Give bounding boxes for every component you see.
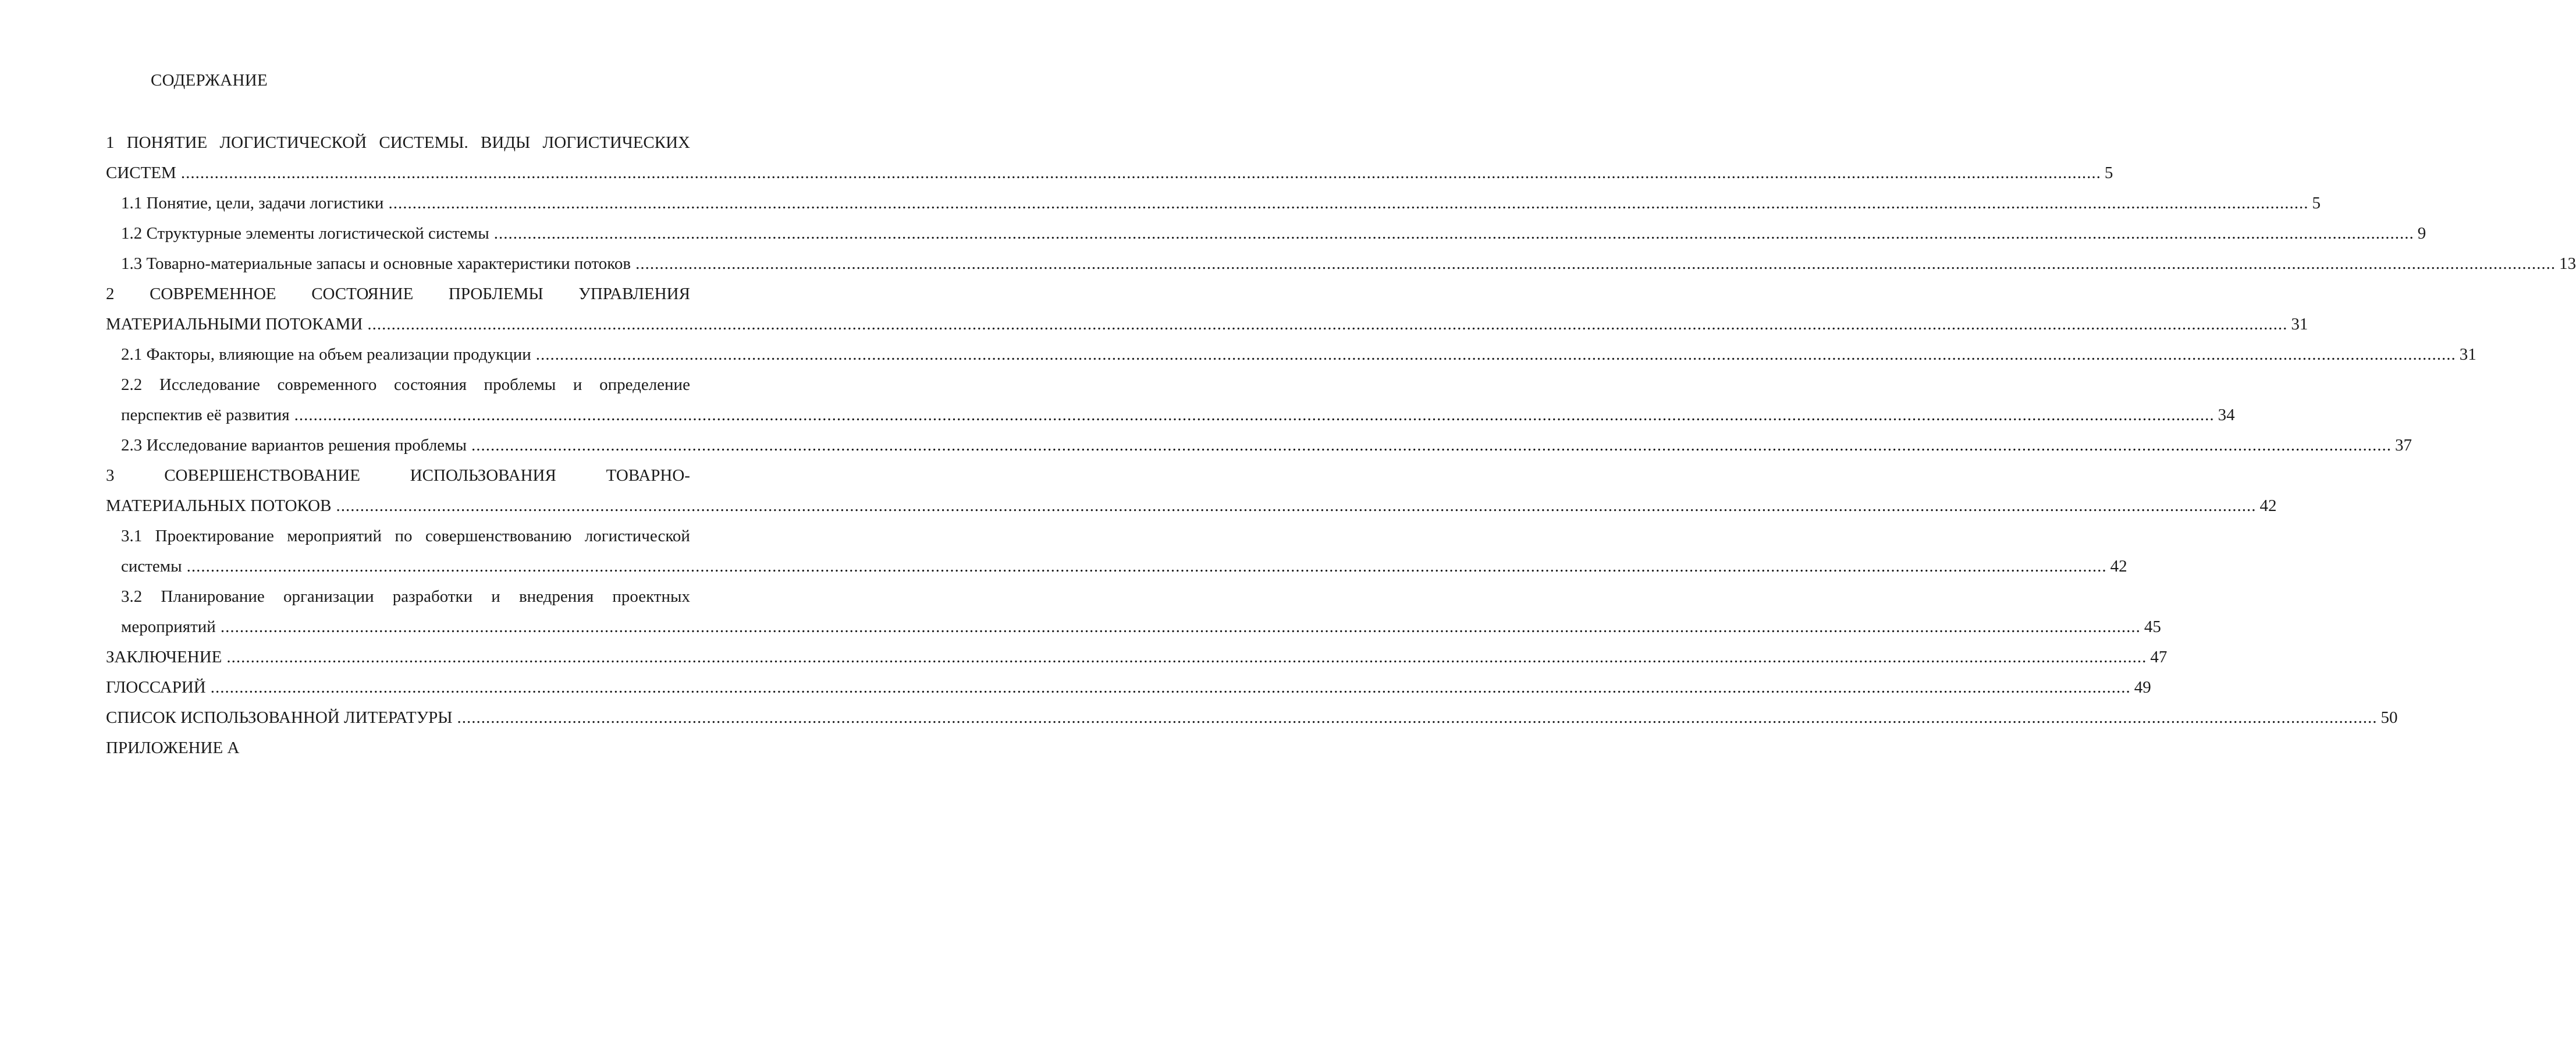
toc-word: современного	[277, 375, 377, 394]
toc-entry-label: 1.1 Понятие, цели, задачи логистики	[121, 194, 384, 212]
toc-word: Проектирование	[155, 527, 274, 545]
toc-page-number: 50	[2380, 708, 2398, 727]
dot-leader: ................................................................................................................................................................................................................................................................................................................................................................................................................	[220, 618, 2141, 636]
toc-entry-last-line	[121, 339, 2476, 370]
toc-entry	[106, 581, 2161, 642]
toc-entry-label: МАТЕРИАЛЬНЫМИ ПОТОКАМИ	[106, 315, 363, 333]
toc-entry-last-line	[106, 672, 2151, 702]
toc-entry-label: МАТЕРИАЛЬНЫХ ПОТОКОВ	[106, 496, 332, 515]
toc-word: Планирование	[161, 587, 265, 606]
toc-word: ЛОГИСТИЧЕСКИХ	[542, 133, 690, 152]
toc-word: СОСТОЯНИЕ	[311, 285, 414, 303]
toc-entry	[106, 249, 2576, 279]
toc-entry-label: мероприятий	[121, 618, 216, 636]
toc-entry-label: ПРИЛОЖЕНИЕ А	[106, 739, 240, 757]
dot-leader: ................................................................................................................................................................................................................................................................................................................................................................................................................	[336, 496, 2257, 515]
toc-entry	[106, 370, 2235, 430]
toc-entry	[106, 733, 690, 763]
toc-word: совершенствованию	[425, 527, 572, 545]
toc-page-number: 37	[2395, 436, 2412, 455]
toc-entry-line	[106, 460, 690, 491]
toc-word: проектных	[612, 587, 690, 606]
dot-leader: ................................................................................................................................................................................................................................................................................................................................................................................................................	[635, 254, 2556, 273]
toc-word: СОВЕРШЕНСТВОВАНИЕ	[164, 466, 361, 485]
toc-page-number: 34	[2218, 406, 2235, 424]
toc-entry	[106, 642, 2168, 672]
toc-word: и	[573, 375, 582, 394]
toc-word: ИСПОЛЬЗОВАНИЯ	[410, 466, 556, 485]
toc-entry-last-line	[121, 430, 2412, 460]
toc-entry-line	[121, 521, 690, 551]
toc-entry-last-line	[121, 218, 2426, 249]
toc-entry-last-line	[121, 400, 2235, 430]
dot-leader: ................................................................................................................................................................................................................................................................................................................................................................................................................	[471, 436, 2392, 455]
dot-leader: ................................................................................................................................................................................................................................................................................................................................................................................................................	[493, 224, 2414, 243]
toc-word: СИСТЕМЫ.	[379, 133, 468, 152]
toc-word: по	[395, 527, 413, 545]
toc-entry-label: СИСТЕМ	[106, 164, 176, 182]
toc-entry-last-line	[121, 551, 2127, 581]
toc-entry-last-line	[106, 491, 2277, 521]
toc-entry-line	[121, 370, 690, 400]
toc-entry-last-line	[121, 612, 2161, 642]
dot-leader: ................................................................................................................................................................................................................................................................................................................................................................................................................	[294, 406, 2215, 424]
toc-word: 2	[106, 285, 115, 303]
toc-entry	[106, 702, 2398, 733]
toc-word: организации	[283, 587, 374, 606]
toc-word: логистической	[584, 527, 690, 545]
dot-leader: ................................................................................................................................................................................................................................................................................................................................................................................................................	[186, 557, 2107, 576]
toc-entry-label: 1.3 Товарно-материальные запасы и основные характеристики потоков	[121, 254, 631, 273]
dot-leader: ................................................................................................................................................................................................................................................................................................................................................................................................................	[180, 164, 2101, 182]
toc-entry-line	[121, 581, 690, 612]
toc-entry-label: системы	[121, 557, 182, 576]
toc-word: и	[491, 587, 500, 606]
toc-page-number: 47	[2150, 648, 2168, 666]
toc-page-number: 49	[2134, 678, 2151, 697]
toc-entry-label: ГЛОССАРИЙ	[106, 678, 206, 697]
toc-entry-label: 1.2 Структурные элементы логистической системы	[121, 224, 489, 243]
toc-page-number: 5	[2312, 194, 2321, 212]
toc-entry-label: 2.1 Факторы, влияющие на объем реализации продукции	[121, 345, 531, 364]
toc-page-number: 31	[2291, 315, 2308, 333]
toc-word: 1	[106, 133, 115, 152]
toc-word: мероприятий	[287, 527, 382, 545]
toc-page-number: 42	[2110, 557, 2127, 576]
toc-word: определение	[599, 375, 690, 394]
toc-word: ВИДЫ	[480, 133, 531, 152]
toc-entry	[106, 218, 2426, 249]
toc-entry-label: СПИСОК ИСПОЛЬЗОВАННОЙ ЛИТЕРАТУРЫ	[106, 708, 453, 727]
toc-word: 2.2	[121, 375, 143, 394]
toc-entry-label: ЗАКЛЮЧЕНИЕ	[106, 648, 222, 666]
toc-word: 3.2	[121, 587, 143, 606]
dot-leader: ................................................................................................................................................................................................................................................................................................................................................................................................................	[210, 678, 2131, 697]
dot-leader: ................................................................................................................................................................................................................................................................................................................................................................................................................	[388, 194, 2309, 212]
toc-word: 3.1	[121, 527, 143, 545]
toc-page-number: 45	[2144, 618, 2161, 636]
toc-page-number: 13	[2559, 254, 2576, 273]
toc-word: СОВРЕМЕННОЕ	[150, 285, 276, 303]
toc-entry-label: перспектив её развития	[121, 406, 290, 424]
toc-entry-last-line	[106, 702, 2398, 733]
toc-entry	[106, 672, 2151, 702]
toc-entry-last-line	[106, 642, 2168, 672]
table-of-contents	[106, 127, 2576, 763]
dot-leader: ................................................................................................................................................................................................................................................................................................................................................................................................................	[457, 708, 2378, 727]
dot-leader: ................................................................................................................................................................................................................................................................................................................................................................................................................	[226, 648, 2147, 666]
toc-word: ПОНЯТИЕ	[126, 133, 208, 152]
toc-entry-line	[106, 127, 690, 158]
toc-word: 3	[106, 466, 115, 485]
toc-word: УПРАВЛЕНИЯ	[578, 285, 690, 303]
toc-entry	[106, 279, 2308, 339]
toc-entry-last-line	[121, 249, 2576, 279]
toc-entry-last-line	[106, 158, 2113, 188]
toc-entry	[106, 430, 2412, 460]
toc-word: Исследование	[159, 375, 260, 394]
toc-entry	[106, 188, 2321, 218]
toc-entry-last-line	[106, 309, 2308, 339]
toc-entry-last-line	[121, 188, 2321, 218]
toc-entry	[106, 521, 2127, 581]
dot-leader: ................................................................................................................................................................................................................................................................................................................................................................................................................	[367, 315, 2288, 333]
toc-entry	[106, 460, 2277, 521]
page-title: СОДЕРЖАНИЕ	[151, 71, 268, 90]
toc-word: ТОВАРНО-	[606, 466, 690, 485]
toc-entry-label: 2.3 Исследование вариантов решения проблемы	[121, 436, 467, 455]
toc-word: ЛОГИСТИЧЕСКОЙ	[219, 133, 367, 152]
toc-page-number: 31	[2459, 345, 2476, 364]
toc-entry	[106, 339, 2476, 370]
toc-page-number: 9	[2417, 224, 2426, 243]
toc-word: разработки	[392, 587, 473, 606]
toc-word: проблемы	[484, 375, 556, 394]
toc-word: ПРОБЛЕМЫ	[448, 285, 543, 303]
toc-page-number: 42	[2259, 496, 2277, 515]
dot-leader: ................................................................................................................................................................................................................................................................................................................................................................................................................	[535, 345, 2456, 364]
toc-word: состояния	[394, 375, 467, 394]
toc-word: внедрения	[518, 587, 594, 606]
toc-entry	[106, 127, 2113, 188]
toc-entry-line	[106, 279, 690, 309]
toc-page-number: 5	[2104, 164, 2113, 182]
